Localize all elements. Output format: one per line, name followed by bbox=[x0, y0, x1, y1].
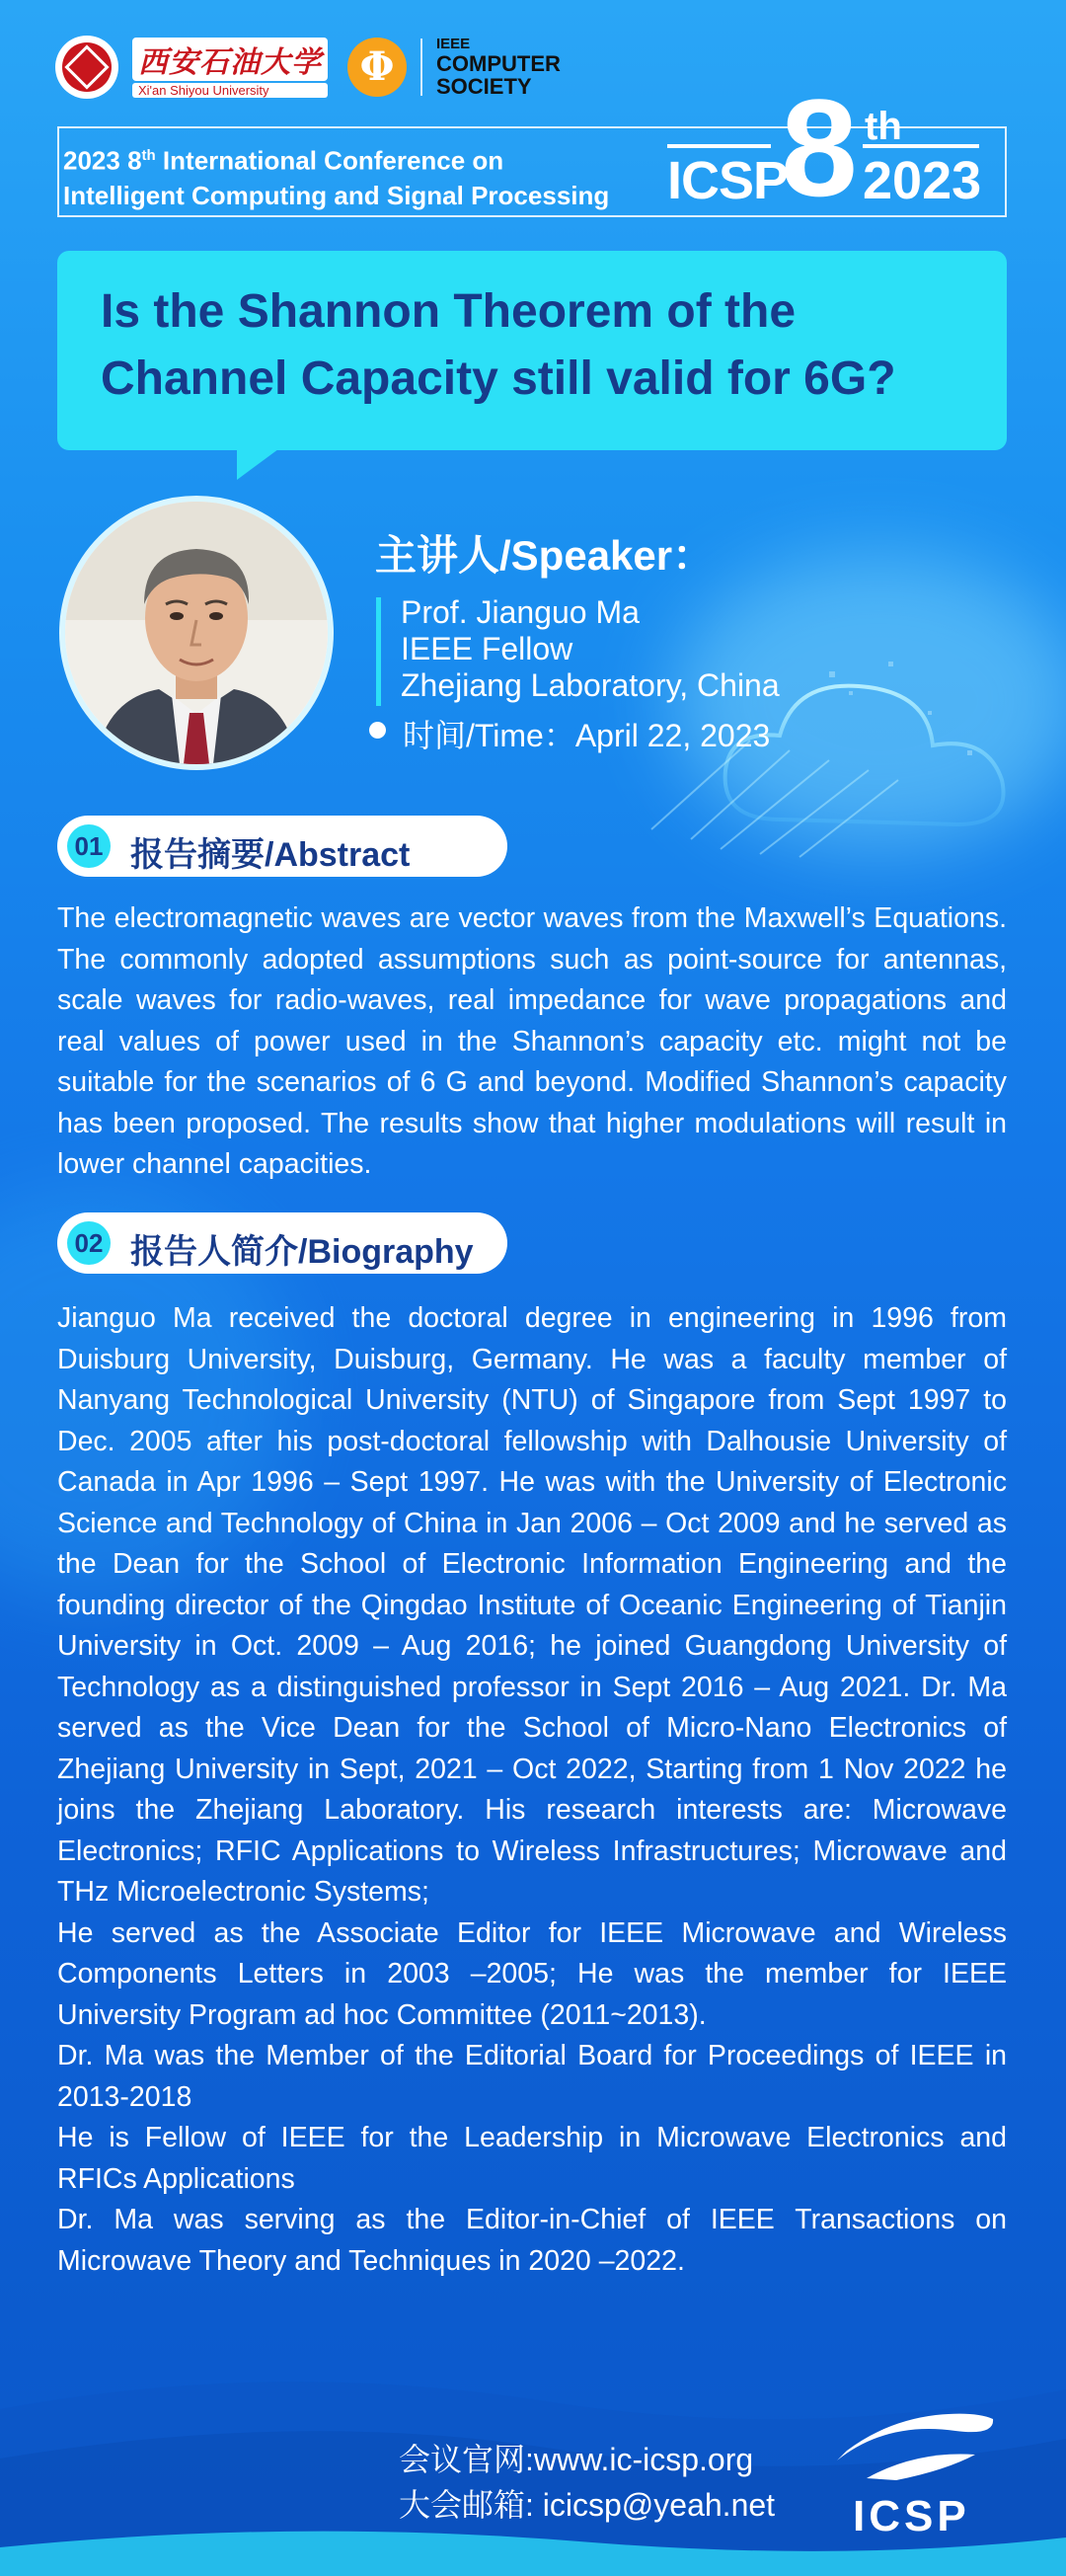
cs-line1: COMPUTER bbox=[436, 50, 561, 76]
footer-contact bbox=[399, 2437, 775, 2528]
conference-line2: Intelligent Computing and Signal Processing bbox=[63, 180, 610, 210]
computer-society-logo-icon: Φ bbox=[347, 38, 407, 97]
bio-paragraph: Dr. Ma was the Member of the Editorial Board for Proceedings of IEEE in 2013-2018 bbox=[57, 2040, 1007, 2113]
badge-year: 2023 bbox=[863, 151, 982, 210]
icsp-footer-logo bbox=[827, 2401, 1001, 2539]
icsp-8th-badge bbox=[667, 70, 993, 225]
biography-text bbox=[57, 1298, 1007, 2282]
university-seal-icon bbox=[55, 36, 118, 99]
conference-line1-pre: 2023 8 bbox=[63, 145, 142, 176]
abstract-text: The electromagnetic waves are vector waves from the Maxwell’s Equations. The commonly adopted assumptions such as point-source for antennas, scale waves for radio-waves, real impedance for wave propagations and real values of power used in the Shannon’s capacity etc. might not be suitable for the scenarios of 6 G and beyond. Modified Shannon’s capacity has been proposed. The results show that higher modulations will result in lower channel capacities. bbox=[57, 902, 1007, 1180]
conference-line1-sup: th bbox=[141, 147, 156, 164]
logo-divider bbox=[420, 39, 422, 96]
badge-icsp: ICSP bbox=[667, 151, 789, 210]
time-bullet-icon bbox=[369, 722, 386, 739]
speaker-fellow: IEEE Fellow bbox=[401, 631, 573, 666]
footer-logo-text: ICSP bbox=[853, 2492, 970, 2540]
section-label: 报告摘要/Abstract bbox=[130, 836, 411, 874]
talk-title: Is the Shannon Theorem of the Channel Capacity still valid for 6G? bbox=[101, 285, 896, 405]
university-name-en: Xi'an Shiyou University bbox=[132, 83, 328, 98]
speaker-affiliation: Zhejiang Laboratory, China bbox=[401, 667, 780, 703]
speaker-photo bbox=[59, 496, 334, 770]
conference-title bbox=[63, 138, 609, 213]
icsp-swoosh-icon bbox=[827, 2401, 1001, 2490]
university-name bbox=[132, 38, 328, 98]
section-label: 报告人简介/Biography bbox=[130, 1233, 474, 1271]
university-name-cn: 西安石油大学 bbox=[132, 38, 328, 81]
computer-society-name bbox=[436, 37, 561, 98]
section-number: 01 bbox=[67, 824, 111, 868]
abstract-section-header bbox=[57, 816, 507, 877]
cs-line2: SOCIETY bbox=[436, 73, 532, 99]
section-number: 02 bbox=[67, 1221, 111, 1265]
cs-ieee-label: IEEE bbox=[436, 36, 471, 53]
badge-number: 8 bbox=[781, 70, 858, 225]
header-logos bbox=[55, 30, 561, 105]
speaker-name: Prof. Jianguo Ma bbox=[401, 594, 640, 630]
footer-website[interactable]: 会议官网:www.ic-icsp.org bbox=[399, 2442, 754, 2477]
badge-th: th bbox=[865, 105, 902, 148]
speaker-accent-bar bbox=[376, 597, 381, 706]
badge-bar bbox=[667, 144, 771, 148]
bio-paragraph: Jianguo Ma received the doctoral degree in engineering in 1996 from Duisburg University, Duisburg, Germany. He was a faculty member of Nanyang Technological University (NTU) of Singapore from Sept 1997 to Dec. 2005 after his post-doctoral fellowship with Dalhousie University of Canada in Apr 1996 – Sept 1997. He was with the University of Electronic Science and Technology of China in Jan 2006 – Oct 2009 and he served as the Dean for the School of Electronic Information Engineering and the founding director of the Qingdao Institute of Oceanic Engineering of Tianjin University in Oct. 2009 – Aug 2016; he joined Guangdong University of Technology as a distinguished professor in Sept 2016 – Aug 2021. Dr. Ma served as the Vice Dean for the School of Micro-Nano Electronics of Zhejiang University in Sept, 2021 – Oct 2022, Starting from 1 Nov 2022 he joins the Zhejiang Laboratory. His research interests are: Microwave Electronics; RFIC Applications to Wireless Infrastructures; Microwave and THz Microelectronic Systems; bbox=[57, 1302, 1007, 1908]
bubble-tail bbox=[237, 446, 282, 480]
speaker-details bbox=[401, 594, 780, 704]
bio-paragraph: Dr. Ma was serving as the Editor-in-Chief of IEEE Transactions on Microwave Theory and Techniques in 2020 –2022. bbox=[57, 2204, 1007, 2277]
biography-section-header bbox=[57, 1212, 507, 1274]
footer-email[interactable]: 大会邮箱: icicsp@yeah.net bbox=[399, 2487, 776, 2523]
talk-time: 时间/Time：April 22, 2023 bbox=[403, 718, 771, 753]
speaker-label: 主讲人/Speaker： bbox=[375, 532, 715, 579]
bio-paragraph: He served as the Associate Editor for IEEE Microwave and Wireless Components Letters in 2003 –2005; He was the member for IEEE University Program ad hoc Committee (2011~2013). bbox=[57, 1916, 1007, 2031]
conference-line1-post: International Conference on bbox=[155, 145, 504, 176]
bio-paragraph: He is Fellow of IEEE for the Leadership in Microwave Electronics and RFICs Applications bbox=[57, 2122, 1007, 2195]
